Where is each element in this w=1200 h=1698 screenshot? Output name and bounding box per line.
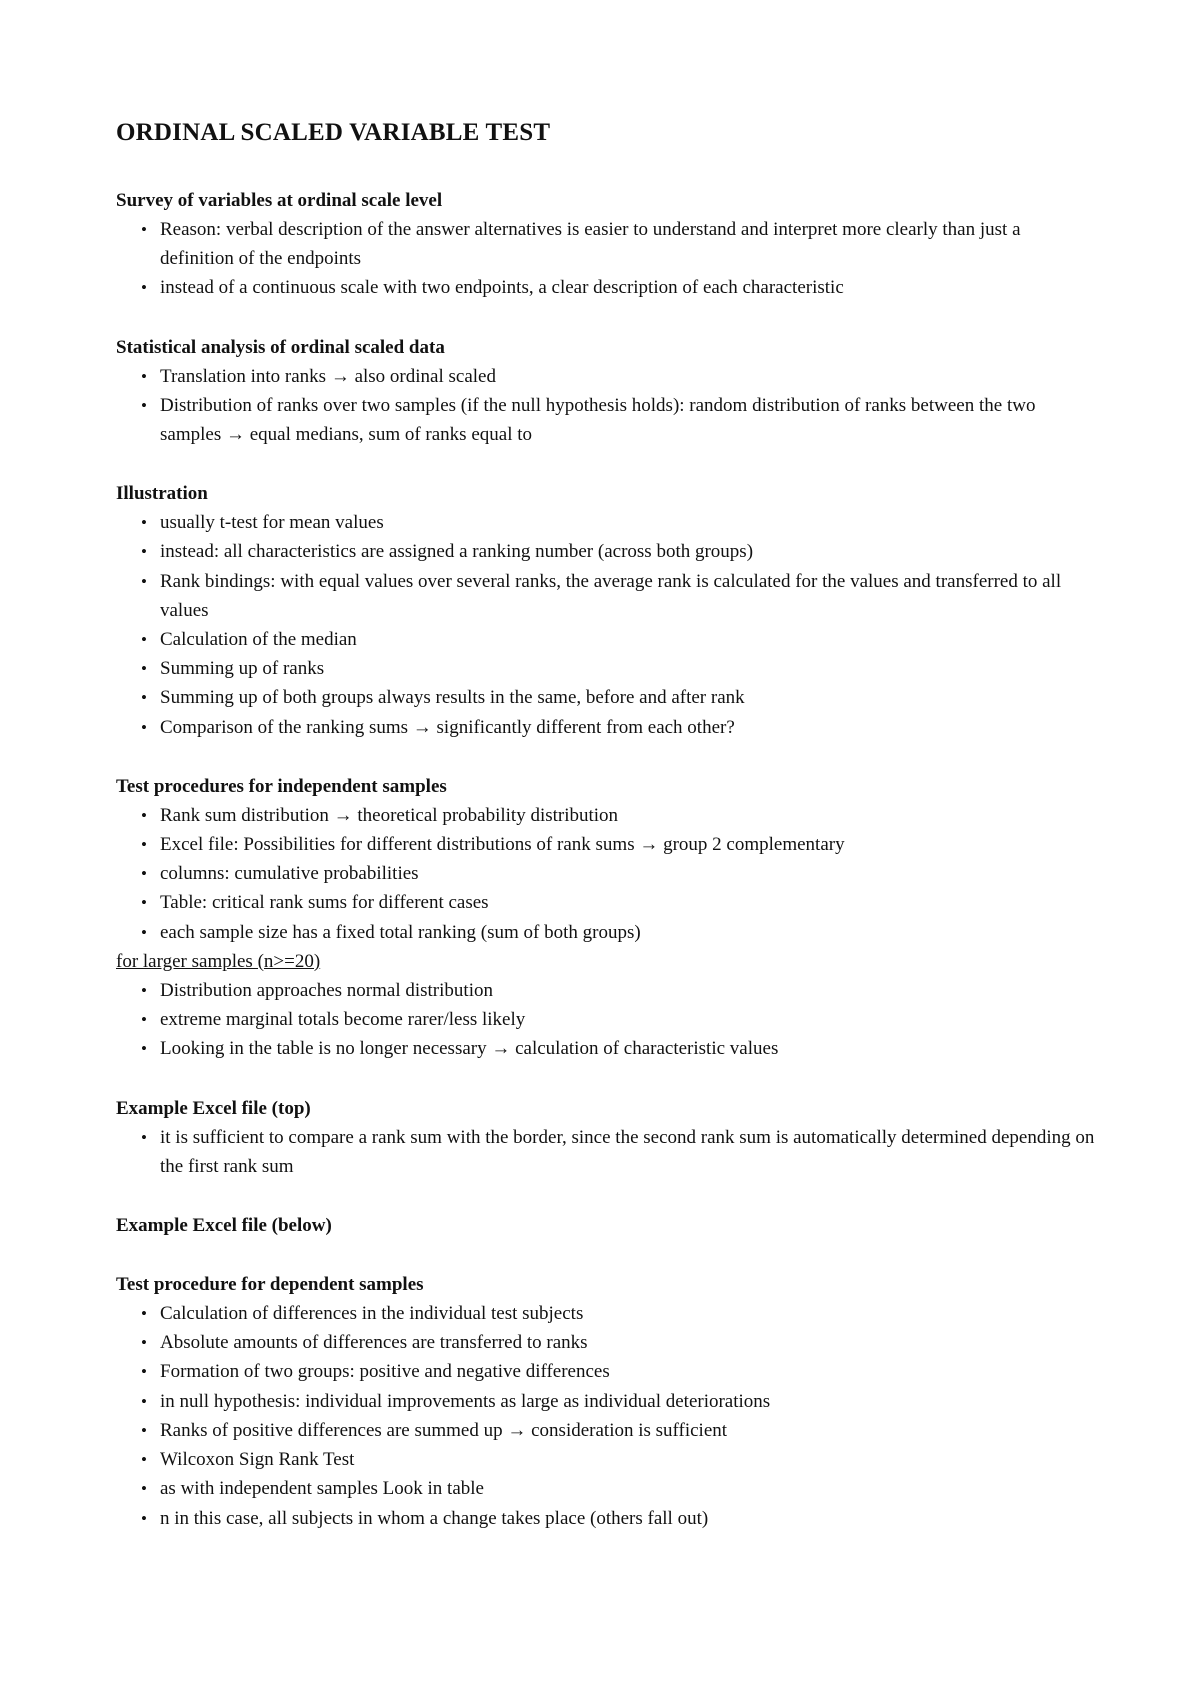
- list-item: • Ranks of positive differences are summed up → consideration is sufficient: [160, 1416, 1096, 1445]
- subheading-larger-samples: for larger samples (n>=20): [116, 950, 321, 972]
- list-item: • as with independent samples Look in table: [160, 1474, 1096, 1503]
- section-heading: Illustration: [116, 483, 208, 505]
- section-survey: [116, 186, 1096, 303]
- bullet-list: [116, 1299, 1096, 1533]
- list-item: • Absolute amounts of differences are transferred to ranks: [160, 1328, 1096, 1357]
- list-item: • Formation of two groups: positive and negative differences: [160, 1357, 1096, 1386]
- list-item: • Distribution of ranks over two samples (if the null hypothesis holds): random distribution of ranks between the two samples → equal medians, sum of ranks equal to: [160, 391, 1096, 449]
- section-heading: Test procedures for independent samples: [116, 775, 447, 797]
- section-dependent-samples: [116, 1270, 1096, 1533]
- bullet-list: [116, 362, 1096, 450]
- list-item: • Calculation of the median: [160, 625, 1096, 654]
- bullet-list: [116, 1123, 1096, 1181]
- list-item: • it is sufficient to compare a rank sum with the border, since the second rank sum is automatically determined depending on the first rank sum: [160, 1123, 1096, 1181]
- list-item: • extreme marginal totals become rarer/less likely: [160, 1005, 1096, 1034]
- list-item: • columns: cumulative probabilities: [160, 859, 1096, 888]
- list-item: • Distribution approaches normal distribution: [160, 976, 1096, 1005]
- section-independent-samples: [116, 772, 1096, 1064]
- section-heading: Survey of variables at ordinal scale level: [116, 190, 443, 211]
- list-item: • Comparison of the ranking sums → significantly different from each other?: [160, 713, 1096, 742]
- bullet-list: [116, 215, 1096, 303]
- list-item: • Looking in the table is no longer necessary → calculation of characteristic values: [160, 1034, 1096, 1063]
- section-heading: Test procedure for dependent samples: [116, 1274, 424, 1296]
- list-item: • in null hypothesis: individual improvements as large as individual deteriorations: [160, 1387, 1096, 1416]
- section-illustration: [116, 479, 1096, 742]
- document-title: ORDINAL SCALED VARIABLE TEST: [116, 119, 551, 146]
- section-heading: Example Excel file (top): [116, 1097, 311, 1119]
- bullet-list: [116, 976, 1096, 1064]
- list-item: • Summing up of both groups always results in the same, before and after rank: [160, 683, 1096, 712]
- list-item: • instead of a continuous scale with two endpoints, a clear description of each characteristic: [160, 273, 1096, 302]
- bullet-list: [116, 801, 1096, 947]
- document-page: [116, 118, 1096, 1563]
- list-item: • Rank sum distribution → theoretical probability distribution: [160, 801, 1096, 830]
- list-item: • n in this case, all subjects in whom a change takes place (others fall out): [160, 1504, 1096, 1533]
- section-excel-below: [116, 1211, 1096, 1240]
- bullet-list: [116, 508, 1096, 742]
- list-item: • instead: all characteristics are assigned a ranking number (across both groups): [160, 537, 1096, 566]
- list-item: • Excel file: Possibilities for different distributions of rank sums → group 2 complementary: [160, 830, 1096, 859]
- list-item: • Summing up of ranks: [160, 654, 1096, 683]
- list-item: • Reason: verbal description of the answer alternatives is easier to understand and interpret more clearly than just a definition of the endpoints: [160, 215, 1096, 273]
- section-excel-top: [116, 1094, 1096, 1181]
- list-item: • Translation into ranks → also ordinal scaled: [160, 362, 1096, 391]
- section-statistical-analysis: [116, 333, 1096, 450]
- list-item: • Calculation of differences in the individual test subjects: [160, 1299, 1096, 1328]
- section-heading: Statistical analysis of ordinal scaled data: [116, 336, 445, 358]
- list-item: • usually t-test for mean values: [160, 508, 1096, 537]
- section-heading: Example Excel file (below): [116, 1215, 332, 1237]
- list-item: • Table: critical rank sums for different cases: [160, 888, 1096, 917]
- list-item: • Wilcoxon Sign Rank Test: [160, 1445, 1096, 1474]
- list-item: • Rank bindings: with equal values over several ranks, the average rank is calculated for the values and transferred to all values: [160, 567, 1096, 625]
- list-item: • each sample size has a fixed total ranking (sum of both groups): [160, 918, 1096, 947]
